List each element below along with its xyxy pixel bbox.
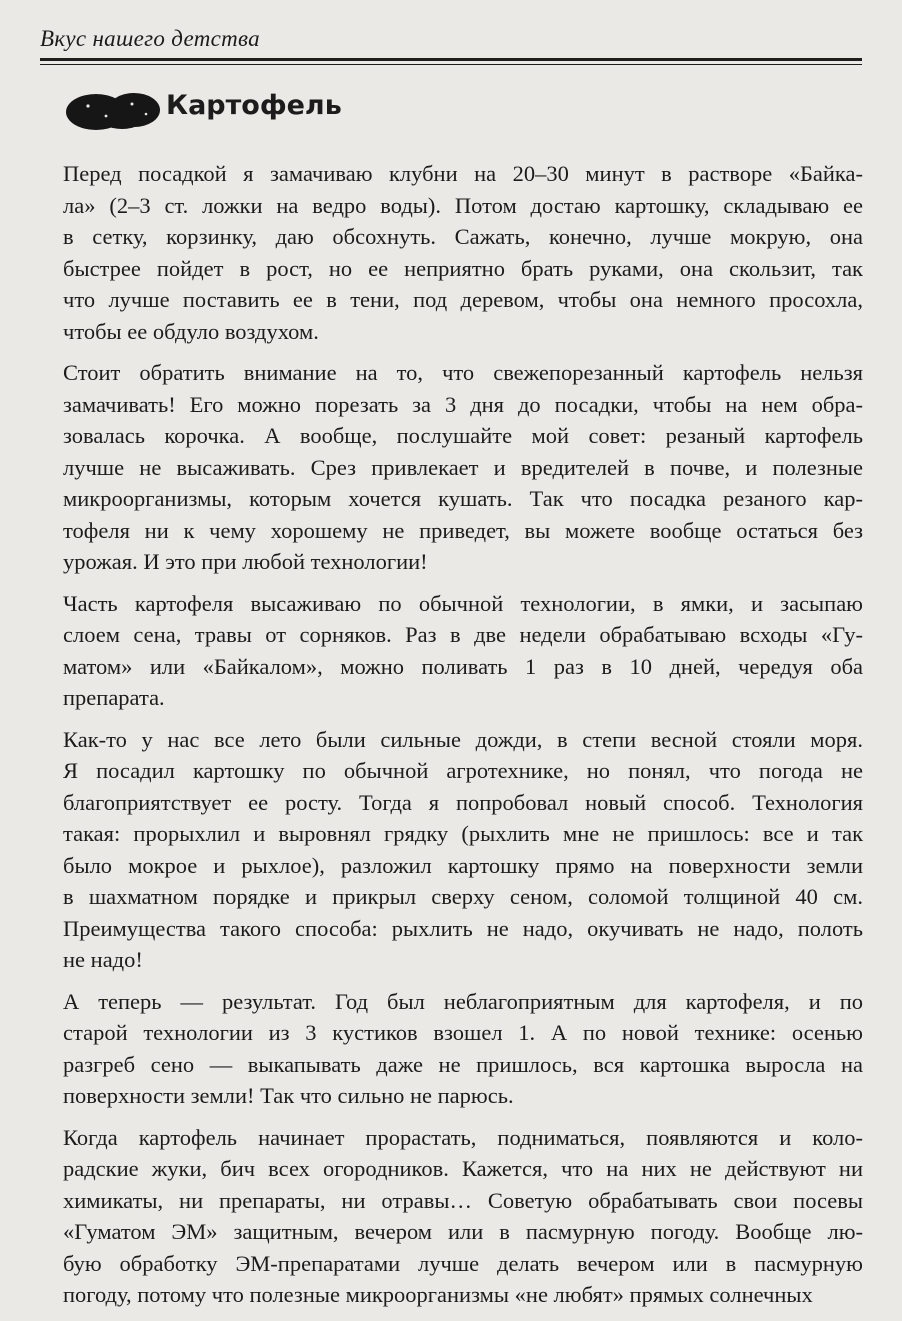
text-line: поверхности земли! Так что сильно не парюсь.: [63, 1083, 514, 1108]
text-line: Я посадил картошку по обычной агротехнике, но понял, что погода не: [63, 758, 863, 783]
paragraph: [63, 986, 863, 1112]
text-line: зовалась корочка. А вообще, послушайте мой совет: резаный картофель: [63, 423, 863, 448]
text-line: погоду, потому что полезные микроорганизмы «не любят» прямых солнечных: [63, 1282, 813, 1307]
text-line: «Гуматом ЭМ» защитным, вечером или в пасмурную погоду. Вообще лю-: [63, 1219, 863, 1244]
paragraph: [63, 588, 863, 714]
paragraph: [63, 1122, 863, 1311]
text-line: Когда картофель начинает прорастать, подниматься, появляются и коло-: [63, 1124, 863, 1150]
text-line: радские жуки, бич всех огородников. Кажется, что на них не действуют ни: [63, 1156, 863, 1181]
paragraph: [63, 357, 863, 578]
header-rule-thin: [40, 64, 862, 65]
text-line: Как-то у нас все лето были сильные дожди, в степи весной стояли моря.: [63, 726, 863, 752]
text-line: А теперь — результат. Год был неблагоприятным для картофеля, и по: [63, 988, 863, 1014]
text-line: химикаты, ни препараты, ни отравы… Советую обрабатывать свои посевы: [63, 1187, 863, 1213]
text-line: было мокрое и рыхлое), разложил картошку прямо на поверхности земли: [63, 852, 863, 878]
text-line: быстрее пойдет в рост, но ее неприятно брать руками, она скользит, так: [63, 255, 863, 281]
text-line: такая: прорыхлил и выровнял грядку (рыхлить мне не пришлось: все и так: [63, 821, 863, 846]
paragraph: [63, 724, 863, 976]
section-title: Картофель: [166, 90, 342, 121]
running-header: Вкус нашего детства: [40, 26, 260, 51]
text-line: замачивать! Его можно порезать за 3 дня до посадки, чтобы на нем обра-: [63, 391, 863, 417]
text-line: в шахматном порядке и прикрыл сверху сеном, соломой толщиной 40 см.: [63, 884, 863, 909]
text-line: ла» (2–3 ст. ложки на ведро воды). Потом достаю картошку, складываю ее: [63, 192, 863, 218]
text-line: Часть картофеля высаживаю по обычной технологии, в ямки, и засыпаю: [63, 590, 863, 616]
text-line: микроорганизмы, которым хочется кушать. Так что посадка резаного кар-: [63, 486, 863, 511]
text-line: разгреб сено — выкапывать даже не пришлось, вся картошка выросла на: [63, 1051, 863, 1077]
text-line: чтобы ее обдуло воздухом.: [63, 318, 319, 344]
text-line: бую обработку ЭМ-препаратами лучше делать вечером или в пасмурную: [63, 1250, 863, 1276]
text-line: лучше не высаживать. Срез привлекает и вредителей в почве, и полезные: [63, 454, 863, 480]
text-line: в сетку, корзинку, даю обсохнуть. Сажать, конечно, лучше мокрую, она: [63, 224, 863, 249]
text-line: Преимущества такого способа: рыхлить не надо, окучивать не надо, полоть: [63, 915, 863, 941]
text-line: что лучше поставить ее в тени, под деревом, чтобы она немного просохла,: [63, 287, 863, 312]
text-line: тофеля ни к чему хорошему не приведет, вы можете вообще остаться без: [63, 517, 863, 543]
text-line: Перед посадкой я замачиваю клубни на 20–30 минут в растворе «Байка-: [63, 161, 863, 186]
text-line: слоем сена, травы от сорняков. Раз в две недели обрабатываю всходы «Гу-: [63, 622, 863, 647]
paragraph: [63, 158, 863, 347]
header-rule-thick: [40, 58, 862, 61]
text-line: матом» или «Байкалом», можно поливать 1 раз в 10 дней, чередуя оба: [63, 653, 863, 679]
text-line: препарата.: [63, 685, 165, 710]
text-line: старой технологии из 3 кустиков взошел 1. А по новой технике: осенью: [63, 1020, 863, 1045]
text-line: урожая. И это при любой технологии!: [63, 549, 428, 574]
text-line: благоприятствует ее росту. Тогда я попробовал новый способ. Технология: [63, 789, 863, 815]
text-line: не надо!: [63, 947, 143, 972]
text-line: Стоит обратить внимание на то, что свежепорезанный картофель нельзя: [63, 360, 863, 385]
article-body: [63, 158, 863, 1321]
